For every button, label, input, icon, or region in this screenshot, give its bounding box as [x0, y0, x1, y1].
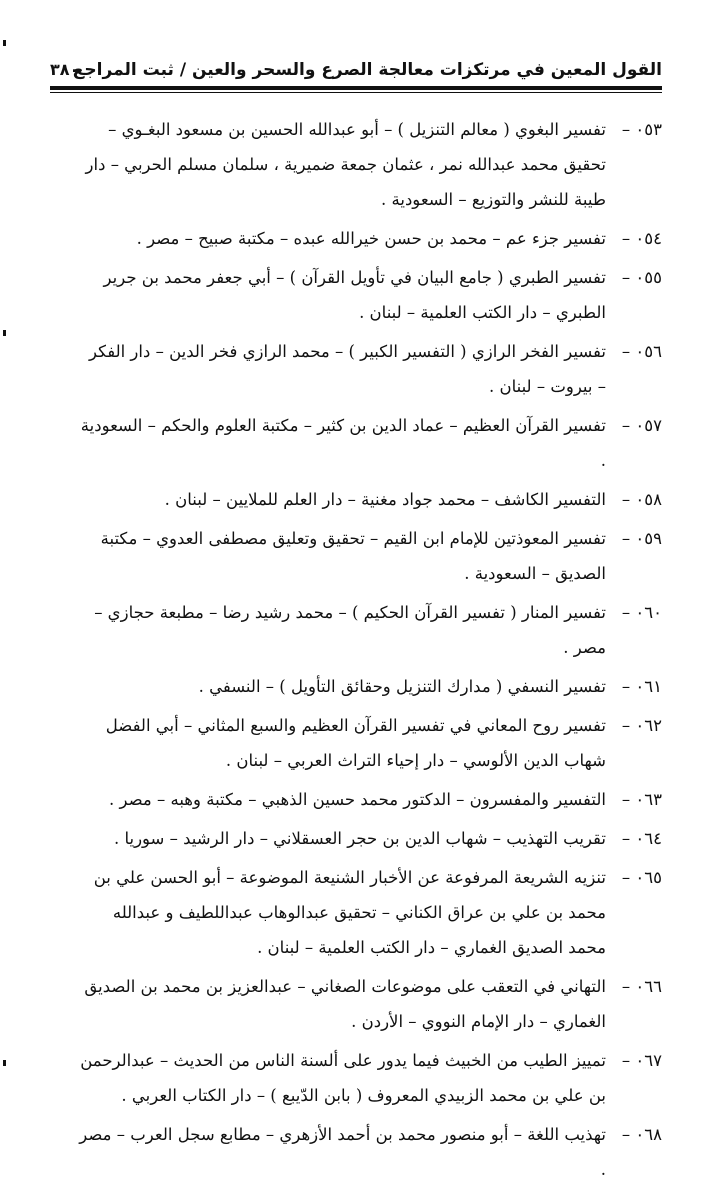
scan-margin-mark — [3, 330, 6, 336]
reference-entry — [78, 1117, 662, 1187]
reference-text: التفسير الكاشف – محمد جواد مغنية – دار العلم للملايين – لبنان . — [164, 490, 606, 509]
reference-text: تهذيب اللغة – أبو منصور محمد بن أحمد الأزهري – مطابع سجل العرب – مصر . — [79, 1125, 606, 1179]
reference-entry — [78, 260, 662, 330]
reference-entry — [78, 708, 662, 778]
reference-entry — [78, 821, 662, 856]
reference-text: تفسير القرآن العظيم – عماد الدين بن كثير – مكتبة العلوم والحكم – السعودية . — [80, 416, 606, 470]
reference-text: تمييز الطيب من الخبيث فيما يدور على ألسنة الناس من الحديث – عبدالرحمن بن علي بن محمد الزبيدي المعروف ( بابن الدّيبع ) – دار الكتاب العربي . — [80, 1051, 606, 1105]
reference-text: تنزيه الشريعة المرفوعة عن الأخبار الشنيعة الموضوعة – أبو الحسن علي بن محمد بن علي بن عراق الكناني – تحقيق عبدالوهاب عبداللطيف و عبدالله محمد الصديق الغماري – دار الكتب العلمية – لبنان . — [93, 868, 606, 957]
reference-entry — [78, 221, 662, 256]
reference-number: ٠٦٣ – — [621, 790, 662, 809]
reference-text: تقريب التهذيب – شهاب الدين بن حجر العسقلاني – دار الرشيد – سوريا . — [113, 829, 606, 848]
reference-number: ٠٦٥ – — [621, 868, 662, 887]
reference-number: ٠٦٤ – — [621, 829, 662, 848]
reference-entry — [78, 482, 662, 517]
page-number: ٣٨٠ — [50, 60, 80, 79]
reference-text: التهاني في التعقب على موضوعات الصغاني – عبدالعزيز بن محمد بن الصديق الغماري – دار الإمام النووي – الأردن . — [84, 977, 606, 1031]
scan-margin-mark — [3, 40, 6, 46]
reference-number: ٠٥٦ – — [621, 342, 662, 361]
reference-entry — [78, 860, 662, 965]
reference-number: ٠٥٩ – — [621, 529, 662, 548]
reference-entry — [78, 669, 662, 704]
reference-entry — [78, 408, 662, 478]
reference-number: ٠٥٨ – — [621, 490, 662, 509]
reference-number: ٠٦٢ – — [621, 716, 662, 735]
reference-entry — [78, 112, 662, 217]
reference-list — [78, 112, 662, 1191]
reference-number: ٠٦٠ – — [621, 603, 662, 622]
reference-number: ٠٦١ – — [621, 677, 662, 696]
reference-entry — [78, 334, 662, 404]
reference-number: ٠٦٨ – — [621, 1125, 662, 1144]
reference-entry — [78, 521, 662, 591]
reference-text: تفسير المعوذتين للإمام ابن القيم – تحقيق وتعليق مصطفى العدوي – مكتبة الصديق – السعودية . — [100, 529, 606, 583]
reference-entry — [78, 782, 662, 817]
scan-margin-mark — [3, 1060, 6, 1066]
reference-number: ٠٦٦ – — [621, 977, 662, 996]
reference-text: التفسير والمفسرون – الدكتور محمد حسين الذهبي – مكتبة وهبه – مصر . — [109, 790, 606, 809]
header-title: القول المعين في مرتكزات معالجة الصرع والسحر والعين / ثبت المراجع — [72, 60, 662, 80]
reference-number: ٠٥٧ – — [621, 416, 662, 435]
reference-number: ٠٦٧ – — [621, 1051, 662, 1070]
reference-text: تفسير جزء عم – محمد بن حسن خيرالله عبده – مكتبة صبيح – مصر . — [136, 229, 606, 248]
reference-entry — [78, 1043, 662, 1113]
reference-text: تفسير النسفي ( مدارك التنزيل وحقائق التأويل ) – النسفي . — [198, 677, 606, 696]
reference-text: تفسير الفخر الرازي ( التفسير الكبير ) – محمد الرازي فخر الدين – دار الفكر – بيروت – لبنان . — [89, 342, 606, 396]
reference-entry — [78, 969, 662, 1039]
reference-text: تفسير المنار ( تفسير القرآن الحكيم ) – محمد رشيد رضا – مطبعة حجازي – مصر . — [94, 603, 606, 657]
header-rule-thick — [50, 86, 662, 90]
reference-number: ٠٥٣ – — [621, 120, 662, 139]
reference-text: تفسير روح المعاني في تفسير القرآن العظيم والسبع المثاني – أبي الفضل شهاب الدين الألوسي – دار إحياء التراث العربي – لبنان . — [105, 716, 606, 770]
header-rule-thin — [50, 92, 662, 93]
reference-text: تفسير البغوي ( معالم التنزيل ) – أبو عبدالله الحسين بن مسعود البغـوي – تحقيق محمد عبدالله نمر ، عثمان جمعة ضميرية ، سلمان مسلم الحربي – دار طيبة للنشر والتوزيع – السعودية . — [85, 120, 606, 209]
reference-entry — [78, 595, 662, 665]
reference-number: ٠٥٤ – — [621, 229, 662, 248]
reference-number: ٠٥٥ – — [621, 268, 662, 287]
reference-text: تفسير الطبري ( جامع البيان في تأويل القرآن ) – أبي جعفر محمد بن جرير الطبري – دار الكتب العلمية – لبنان . — [103, 268, 606, 322]
